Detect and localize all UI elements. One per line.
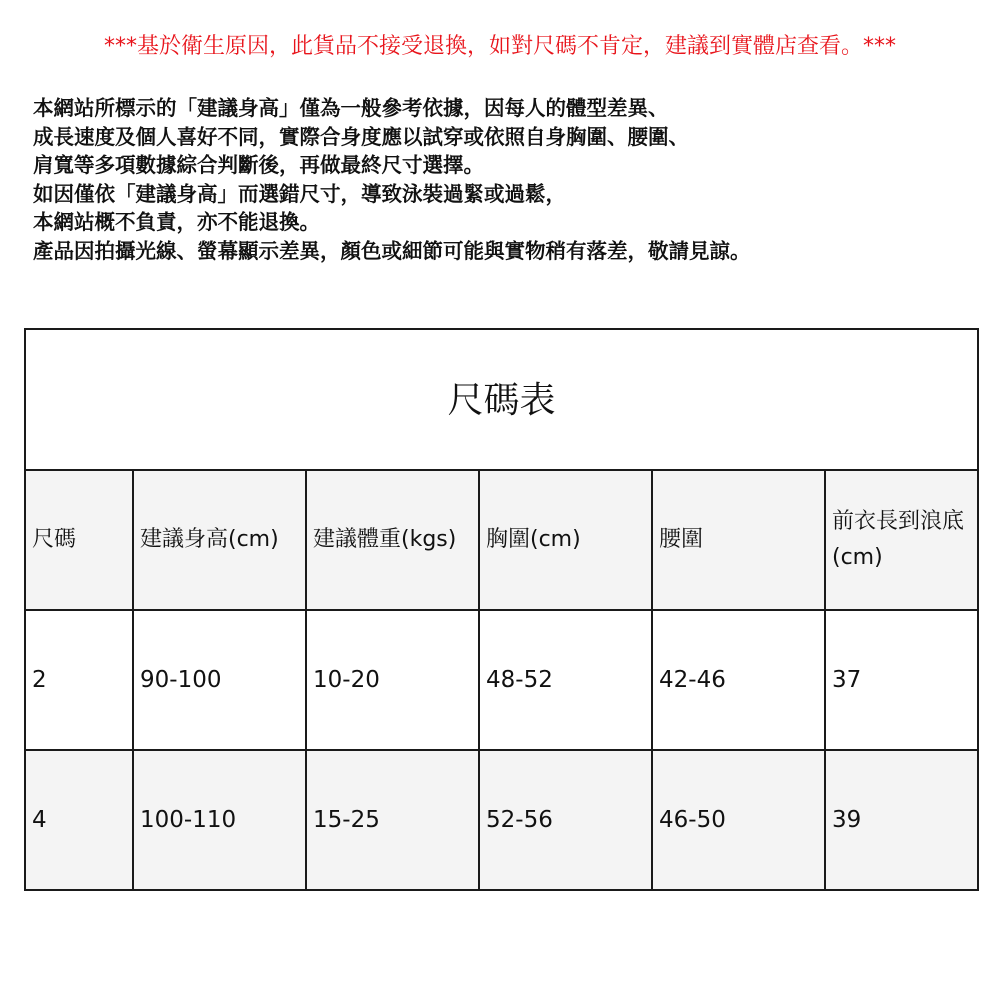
cell-weight: 15-25 bbox=[306, 750, 479, 890]
size-chart-table bbox=[24, 328, 979, 891]
table-header-row bbox=[25, 470, 978, 610]
notice-line: 成長速度及個人喜好不同，實際合身度應以試穿或依照自身胸圍、腰圍、 bbox=[33, 124, 689, 149]
cell-size: 4 bbox=[25, 750, 133, 890]
cell-weight: 10-20 bbox=[306, 610, 479, 750]
notice-line: 如因僅依「建議身高」而選錯尺寸，導致泳裝過緊或過鬆， bbox=[33, 181, 566, 206]
cell-height: 90-100 bbox=[133, 610, 306, 750]
notice-line: 本網站概不負責，亦不能退換。 bbox=[33, 210, 320, 234]
cell-size: 2 bbox=[25, 610, 133, 750]
table-title-cell bbox=[25, 329, 978, 470]
cell-waist: 42-46 bbox=[652, 610, 825, 750]
cell-front-length: 39 bbox=[825, 750, 978, 890]
cell-waist: 46-50 bbox=[652, 750, 825, 890]
header-front-length: 前衣長到浪底(cm) bbox=[825, 470, 978, 610]
cell-height: 100-110 bbox=[133, 750, 306, 890]
size-chart-title: 尺碼表 bbox=[447, 380, 556, 421]
header-waist: 腰圍 bbox=[652, 470, 825, 610]
notice-line: 產品因拍攝光線、螢幕顯示差異，顏色或細節可能與實物稍有落差，敬請見諒。 bbox=[33, 238, 751, 263]
header-weight: 建議體重(kgs) bbox=[306, 470, 479, 610]
notice-line: 肩寬等多項數據綜合判斷後，再做最終尺寸選擇。 bbox=[33, 153, 484, 177]
cell-chest: 48-52 bbox=[479, 610, 652, 750]
size-notice bbox=[33, 94, 983, 265]
notice-line: 本網站所標示的「建議身高」僅為一般參考依據，因每人的體型差異、 bbox=[33, 96, 669, 120]
table-row bbox=[25, 750, 978, 890]
cell-chest: 52-56 bbox=[479, 750, 652, 890]
cell-front-length: 37 bbox=[825, 610, 978, 750]
header-chest: 胸圍(cm) bbox=[479, 470, 652, 610]
table-row bbox=[25, 610, 978, 750]
table-title-row bbox=[25, 329, 978, 470]
hygiene-warning: ***基於衛生原因，此貨品不接受退換，如對尺碼不肯定，建議到實體店查看。*** bbox=[103, 34, 896, 59]
header-height: 建議身高(cm) bbox=[133, 470, 306, 610]
header-size: 尺碼 bbox=[25, 470, 133, 610]
